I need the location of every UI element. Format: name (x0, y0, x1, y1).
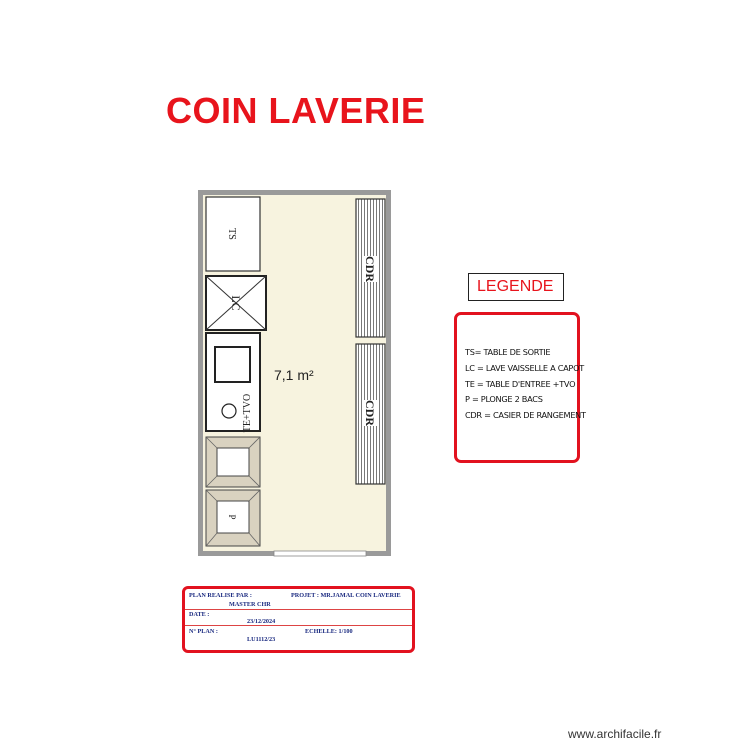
page-title: COIN LAVERIE (166, 90, 426, 131)
scale-value: ECHELLE: 1/100 (305, 628, 353, 635)
te-table (206, 333, 260, 432)
door-opening (274, 551, 366, 556)
plan-number-label: N° PLAN : (189, 628, 218, 635)
ts-label: TS (226, 228, 237, 240)
area-label: 7,1 m² (274, 367, 314, 383)
legend-list (457, 315, 586, 424)
cdr-bottom-label: CDR (363, 400, 377, 426)
project-value: PROJET : MR.JAMAL COIN LAVERIE (291, 592, 401, 599)
lc-label: LC (229, 295, 243, 311)
date-label: DATE : (189, 611, 210, 618)
legend-item: P = PLONGE 2 BACS (465, 394, 543, 405)
lc-dishwasher (206, 276, 266, 330)
title-block-divider (185, 609, 412, 610)
plan-by-label: PLAN REALISE PAR : (189, 592, 252, 599)
legend-item: LC = LAVE VAISSELLE A CAPOT (465, 362, 584, 373)
cdr-rack-bottom (356, 344, 385, 484)
te-label: TE+TVO (242, 393, 253, 433)
ts-table (206, 197, 260, 271)
plan-number-value: LU1112/23 (247, 636, 276, 643)
legend-item: TE = TABLE D'ENTREE +TVO (465, 378, 576, 389)
cdr-rack-top (356, 199, 385, 337)
title-block-divider (185, 625, 412, 626)
cdr-top-label: CDR (363, 256, 377, 282)
legend-item: TS= TABLE DE SORTIE (465, 347, 551, 357)
p-sink (206, 437, 260, 546)
watermark: www.archifacile.fr (568, 727, 662, 741)
title-block (182, 586, 415, 653)
legend-box (454, 312, 586, 463)
legend-heading: LEGENDE (468, 273, 564, 301)
legend-item: CDR = CASIER DE RANGEMENT (465, 410, 586, 421)
p-label: P (227, 514, 237, 520)
date-value: 23/12/2024 (247, 618, 276, 625)
author-value: MASTER CHR (229, 601, 271, 608)
